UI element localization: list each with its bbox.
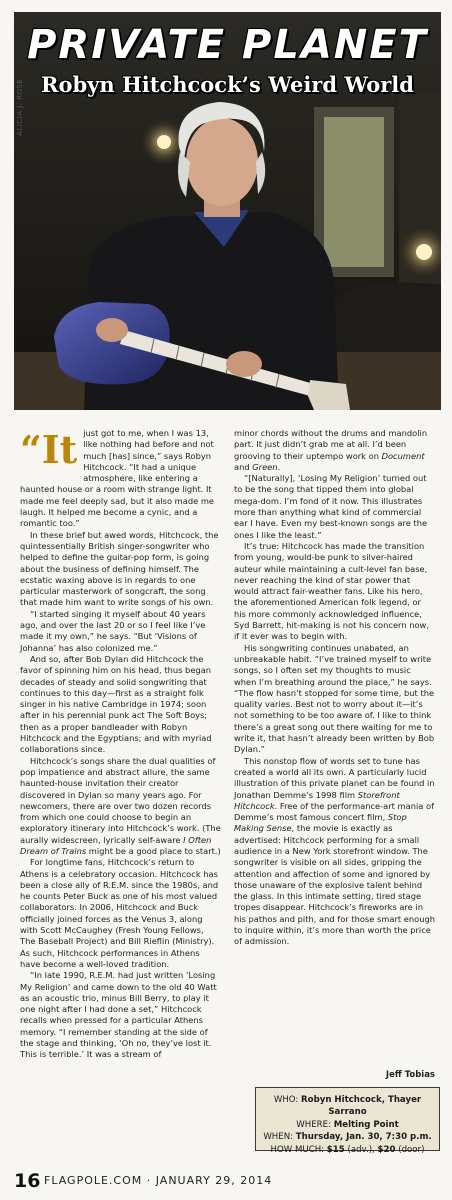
article-paragraph xyxy=(20,428,221,530)
page-footer xyxy=(14,1170,441,1192)
paragraph-text: This nonstop flow of words set to tune has created a world all its own. A particularly lucid illustration of this private planet can be found in Jonathan Demme’s 1998 film xyxy=(234,755,435,800)
paragraph-text: . xyxy=(277,461,281,472)
article-body xyxy=(20,428,436,1118)
article-paragraph: For longtime fans, Hitchcock’s return to Athens is a celebratory occasion. Hitchcock has been a close ally of R.E.M. since the 1980s, and he counts Peter Buck as one of his most valued collaborators. In 2006, Hitchcock and Buck officially joined forces as the Venus 3, along with Scott McCaughey (Fresh Young Fellows, The Baseball Project) and Bill Rieflin (Ministry). As such, Hitchcock performances in Athens have become a well-loved tradition. xyxy=(20,857,219,969)
info-value: Melting Point xyxy=(333,1119,399,1130)
paragraph-text: . Free of the performance-art mania of Demme’s most famous concert film, xyxy=(234,800,434,823)
hero-photo-panel xyxy=(14,12,441,410)
info-who xyxy=(256,1094,439,1119)
paragraph-text: Hitchcock’s songs share the dual qualities of pop impatience and abstract allure, the same haunted-house invitation their creator discovered in Dylan so many years ago. For newcomers, there are over two dozen records from which one could choose to begin an exploratory itinerary into Hitchcock’s work. (The aurally widescreen, lyrically self-aware xyxy=(20,755,221,845)
film-title: Storefront Hitchcock xyxy=(234,789,400,811)
page-number: 16 xyxy=(14,1170,41,1192)
article-paragraph: It’s true: Hitchcock has made the transition from young, would-be punk to silver-haired auteur while maintaining a cult-level fan base, never reaching the kind of star power that would attract fair-weather fans. Like his hero, the aforementioned American folk legend, or his more commonly acknowledged influence, Syd Barrett, hit-making is not his concern now, if it ever was to begin with. xyxy=(234,540,429,642)
paragraph-text: just got to me, when I was 13, like nothing had before and not much [has] since,” says Robyn Hitchcock. “It had a unique atmosphere, like entering a haunted house or a room with strange light. It made me feel deeply sad, but it also made me laugh. It helped me become a cynic, and a romantic too.” xyxy=(20,428,215,529)
paragraph-text: and xyxy=(234,461,253,472)
article-paragraph xyxy=(20,756,221,858)
info-value: $15 xyxy=(326,1144,345,1155)
dropcap: “It xyxy=(20,427,78,472)
article-paragraph xyxy=(234,756,435,948)
article-paragraph: “I started singing it myself about 40 years ago, and over the last 20 or so I feel like I’ve made it my own,” he says. “But ‘Visions of Johanna’ has also colonized me.” xyxy=(20,608,206,653)
info-price xyxy=(256,1144,439,1156)
article-paragraph: “[Naturally], ‘Losing My Religion’ turned out to be the song that tipped them into global mega-dom. I’m fond of it now. This illustrates more than anything what kind of commercial ear I have. Even my best-known songs are the ones I like the least.” xyxy=(234,473,428,540)
article-paragraph xyxy=(234,428,435,473)
paragraph-text: , the movie is exactly as advertised: Hitchcock performing for a small audience in a New York storefront window. The songwriter is visible on all sides, gripping the attention and affection of some and ignored by those unaware of the explosive talent behind the glass. In this intimate setting, tired stage tropes disappear. Hitchcock’s fireworks are in his pathos and pith, and for those smart enough to inquire within, it’s more than worth the price of admission. xyxy=(234,823,435,947)
subheadline: Robyn Hitchcock’s Weird World xyxy=(41,72,414,97)
info-value: $20 xyxy=(377,1144,396,1155)
info-when xyxy=(256,1131,439,1143)
album-title: I Often Dream of Trains xyxy=(20,834,212,856)
event-info-box xyxy=(255,1087,440,1155)
film-title-2: Stop Making Sense xyxy=(234,812,407,834)
info-label: WHERE: xyxy=(296,1119,334,1130)
dropcap-container xyxy=(20,428,77,474)
article-paragraph: His songwriting continues unabated, an unbreakable habit. “I’ve trained myself to write songs, so I often set my thoughts to music when I’m breathing around the place,” he says. “The flow hasn’t stopped for some time, but the quality varies. Best not to worry about it—it’s not something to be too aware of. I like to think there’s a great song out there waiting for me to write it, that hasn’t already been written by Bob Dylan.” xyxy=(234,642,435,755)
paragraph-text: minor chords without the drums and mandolin part. It just didn’t grab me at all. I’d been grooving to their uptempo work on xyxy=(234,428,428,461)
publication-dateline: FLAGPOLE.COM · JANUARY 29, 2014 xyxy=(44,1174,273,1187)
album-title-document: Document xyxy=(381,450,425,461)
article-column-left xyxy=(20,428,221,1061)
paragraph-text: might be a good place to start.) xyxy=(86,845,221,856)
byline: Jeff Tobias xyxy=(385,1070,435,1080)
article-column-right xyxy=(234,428,435,948)
info-label: WHEN: xyxy=(263,1132,296,1143)
photo-credit: ALICIA J. ROSE xyxy=(16,78,24,136)
article-paragraph: In these brief but awed words, Hitchcock, the quintessentially British singer-songwriter who helped to define the guitar-pop form, is going about the business of defining himself. The ecstatic waxing above is in regards to one particular masterwork of songcraft, the song that made him want to write songs of his own. xyxy=(20,529,219,608)
info-label: WHO: xyxy=(273,1095,302,1105)
info-label: (adv.), xyxy=(344,1144,378,1155)
article-paragraph: “In late 1990, R.E.M. had just written ‘Losing My Religion’ and came down to the old 40 Watt as an acoustic trio, minus Bill Berry, to play it one night after I had done a set,” Hitchcock recalls when pressed for a particular Athens memory. “I remember standing at the side of the stage and thinking, ‘Oh no, they’ve lost it. This is terrible.’ It was a stream of xyxy=(20,970,217,1060)
headline: PRIVATE PLANET xyxy=(27,22,428,68)
info-value: Thursday, Jan. 30, 7:30 p.m. xyxy=(295,1132,432,1143)
album-title-green: Green xyxy=(252,461,278,472)
info-label: (door) xyxy=(395,1144,425,1155)
info-value: Robyn Hitchcock, Thayer Sarrano xyxy=(301,1095,422,1118)
info-label: HOW MUCH: xyxy=(270,1144,327,1155)
info-where xyxy=(256,1119,439,1131)
article-paragraph: And so, after Bob Dylan did Hitchcock the favor of spinning him on his head, thus began decades of steady and solid songwriting that continues to this day—first as a straight folk singer in his native Cambridge in 1974; soon after in his perennial punk act The Soft Boys; then as a proper bandleader with Robyn Hitchcock and the Egyptians; and with myriad collaborations since. xyxy=(20,653,212,755)
